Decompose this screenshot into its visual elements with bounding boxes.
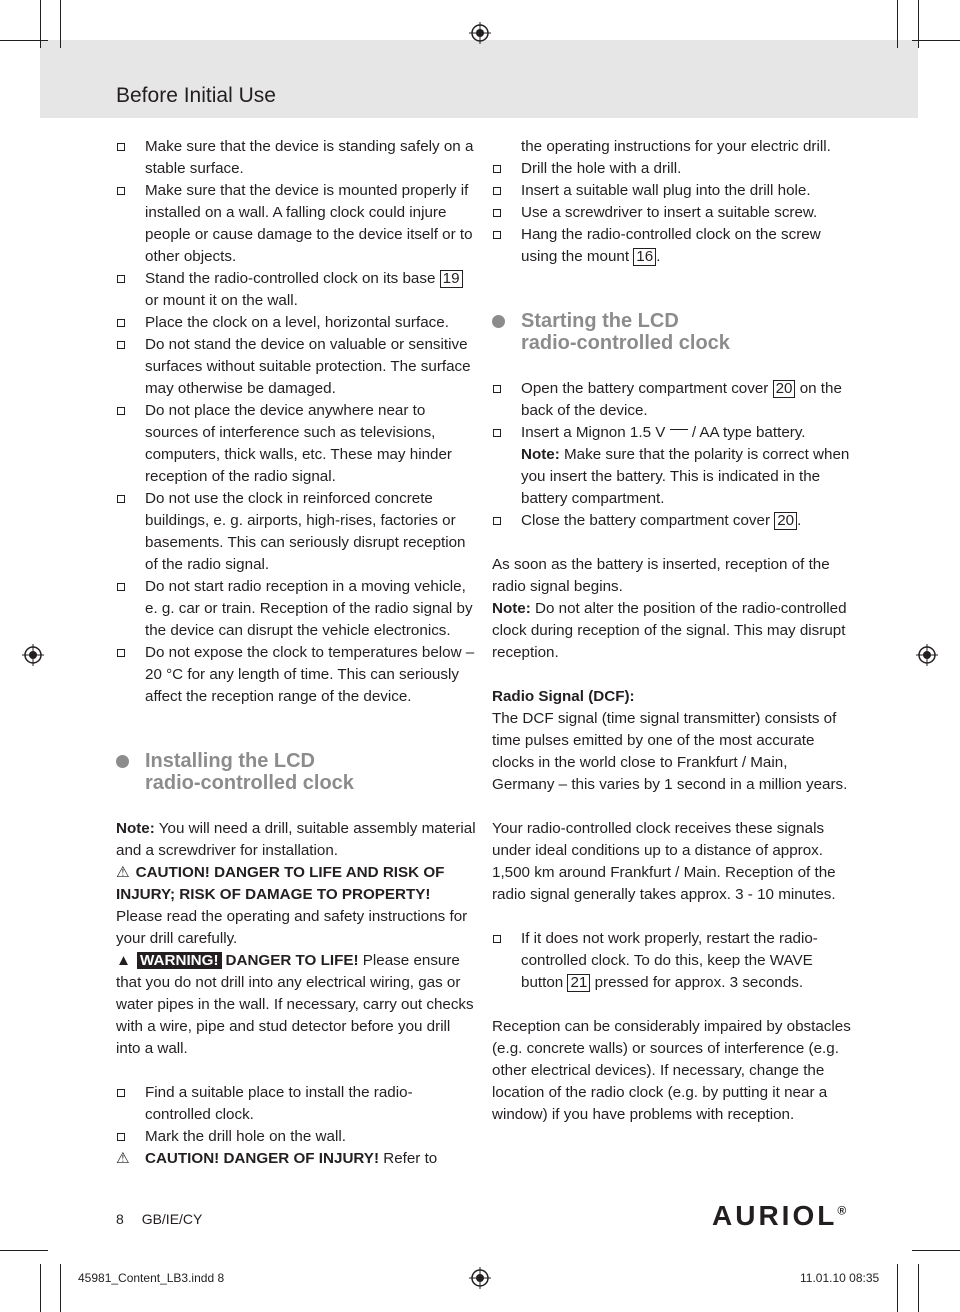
reference-number: 19 [440, 270, 463, 288]
warning-label: WARNING! [137, 952, 221, 969]
note-paragraph: Note: You will need a drill, suitable assembly material and a screwdriver for installation. [116, 820, 476, 859]
checkbox-square-icon [117, 341, 125, 349]
crop-mark [897, 0, 898, 48]
brand-logo: AURIOL® [712, 1200, 847, 1231]
section-heading: Starting the LCD radio-controlled clock [492, 310, 852, 354]
checkbox-square-icon [493, 165, 501, 173]
list-item: Insert a suitable wall plug into the drill hole. [492, 180, 852, 202]
list-item: Make sure that the device is mounted properly if installed on a wall. A falling clock could injure people or cause damage to the device itself or to other objects. [116, 180, 476, 268]
list-item: Do not start radio reception in a moving vehicle, e. g. car or train. Reception of the radio signal by the device can disrupt the vehicle electronics. [116, 576, 476, 642]
slug-file-name: 45981_Content_LB3.indd 8 [78, 1271, 225, 1285]
list-item: Place the clock on a level, horizontal surface. [116, 312, 476, 334]
crop-mark [897, 1264, 898, 1312]
crop-mark [918, 1264, 919, 1312]
bullet-dot-icon [492, 315, 505, 328]
country-codes: GB/IE/CY [141, 1211, 203, 1227]
checkbox-square-icon [117, 1089, 125, 1097]
list-item: Open the battery compartment cover 20 on the back of the device. [492, 378, 852, 422]
checkbox-square-icon [117, 583, 125, 591]
list-item: Insert a Mignon 1.5 V / AA type battery. Note: Make sure that the polarity is correct when you insert the battery. This is indicated in the battery compartment. [492, 422, 852, 510]
slug-date-time: 11.01.10 08:35 [800, 1271, 880, 1285]
list-item: Drill the hole with a drill. [492, 158, 852, 180]
list-item: If it does not work properly, restart the radio-controlled clock. To do this, keep the WAVE button 21 pressed for approx. 3 seconds. [492, 928, 852, 994]
crop-mark [0, 40, 48, 41]
list-item: Use a screwdriver to insert a suitable screw. [492, 202, 852, 224]
caution-item: ⚠ CAUTION! DANGER OF INJURY! Refer to [116, 1148, 476, 1170]
page-number: 8 [116, 1211, 124, 1227]
list-item: Close the battery compartment cover 20 . [492, 510, 852, 532]
crop-mark [40, 1264, 41, 1312]
list-item: Find a suitable place to install the radio-controlled clock. [116, 1082, 476, 1126]
reception-paragraph: As soon as the battery is inserted, reception of the radio signal begins. Note: Do not alter the position of the radio-controlled clock during reception of the signal. This may disrupt reception. [492, 556, 847, 661]
registration-mark-icon [469, 22, 491, 44]
registration-mark-icon [22, 644, 44, 666]
list-item: Stand the radio-controlled clock on its base 19 or mount it on the wall. [116, 268, 476, 312]
list-item: Do not expose the clock to temperatures below –20 °C for any length of time. This can seriously affect the reception range of the device. [116, 642, 476, 708]
caution-paragraph: ⚠ CAUTION! DANGER TO LIFE AND RISK OF INJURY; RISK OF DAMAGE TO PROPERTY! Please read the operating and safety instructions for your drill carefully. [116, 864, 468, 947]
checkbox-square-icon [493, 429, 501, 437]
checkbox-square-icon [117, 649, 125, 657]
crop-mark [60, 0, 61, 48]
checkbox-square-icon [117, 319, 125, 327]
subheading: Radio Signal (DCF): [492, 688, 635, 705]
reference-number: 20 [773, 380, 796, 398]
warning-paragraph: ▲ WARNING! DANGER TO LIFE! Please ensure that you do not drill into any electrical wiring, gas or water pipes in the wall. If necessary, carry out checks with a wire, pipe and stud detector before you drill into a wall. [116, 952, 474, 1057]
list-item: Mark the drill hole on the wall. [116, 1126, 476, 1148]
checkbox-square-icon [117, 275, 125, 283]
dcf-paragraph: The DCF signal (time signal transmitter) consists of time pulses emitted by one of the most accurate clocks in the world close to Frankfurt / Main, Germany – this varies by 1 second in a million years. [492, 710, 848, 793]
crop-mark [912, 40, 960, 41]
checkbox-square-icon [117, 143, 125, 151]
list-item: Do not use the clock in reinforced concrete buildings, e. g. airports, high-rises, factories or basements. This can seriously disrupt reception of the radio signal. [116, 488, 476, 576]
checkbox-square-icon [493, 209, 501, 217]
right-column [492, 136, 852, 1126]
list-item: Do not place the device anywhere near to sources of interference such as televisions, computers, thick walls, etc. These may hinder reception of the radio signal. [116, 400, 476, 488]
checkbox-square-icon [117, 495, 125, 503]
left-column [116, 136, 476, 1170]
reference-number: 16 [633, 248, 656, 266]
checkbox-square-icon [493, 187, 501, 195]
impair-paragraph: Reception can be considerably impaired by obstacles (e.g. concrete walls) or sources of interference (e.g. other electrical devices). If necessary, change the location of the radio clock (e.g. by putting it near a window) if you have problems with reception. [492, 1018, 851, 1123]
checkbox-square-icon [117, 1133, 125, 1141]
crop-mark [912, 1250, 960, 1251]
checkbox-square-icon [117, 407, 125, 415]
reference-number: 20 [774, 512, 797, 530]
crop-mark [60, 1264, 61, 1312]
list-item: Make sure that the device is standing safely on a stable surface. [116, 136, 476, 180]
direct-current-icon [670, 429, 688, 430]
page-title: Before Initial Use [116, 84, 276, 107]
checkbox-square-icon [493, 517, 501, 525]
warning-triangle-icon: ⚠ [116, 864, 130, 881]
list-item-continuation: the operating instructions for your electric drill. [521, 138, 831, 155]
checkbox-square-icon [493, 385, 501, 393]
list-item: Hang the radio-controlled clock on the screw using the mount 16 . [492, 224, 852, 268]
registration-mark-icon [916, 644, 938, 666]
bullet-dot-icon [116, 755, 129, 768]
crop-mark [0, 1250, 48, 1251]
registration-mark-icon [469, 1267, 491, 1289]
checkbox-square-icon [493, 935, 501, 943]
reference-number: 21 [567, 974, 590, 992]
warning-triangle-icon: ⚠ [116, 1150, 130, 1167]
page-footer [116, 1211, 202, 1227]
checkbox-square-icon [117, 187, 125, 195]
section-heading: Installing the LCD radio-controlled clock [116, 750, 476, 794]
list-item: Do not stand the device on valuable or sensitive surfaces without suitable protection. The surface may otherwise be damaged. [116, 334, 476, 400]
receive-paragraph: Your radio-controlled clock receives these signals under ideal conditions up to a distance of approx. 1,500 km around Frankfurt / Main. Reception of the radio signal generally takes approx. 3 - 10 minutes. [492, 820, 836, 903]
checkbox-square-icon [493, 231, 501, 239]
warning-triangle-icon: ▲ [116, 952, 132, 969]
